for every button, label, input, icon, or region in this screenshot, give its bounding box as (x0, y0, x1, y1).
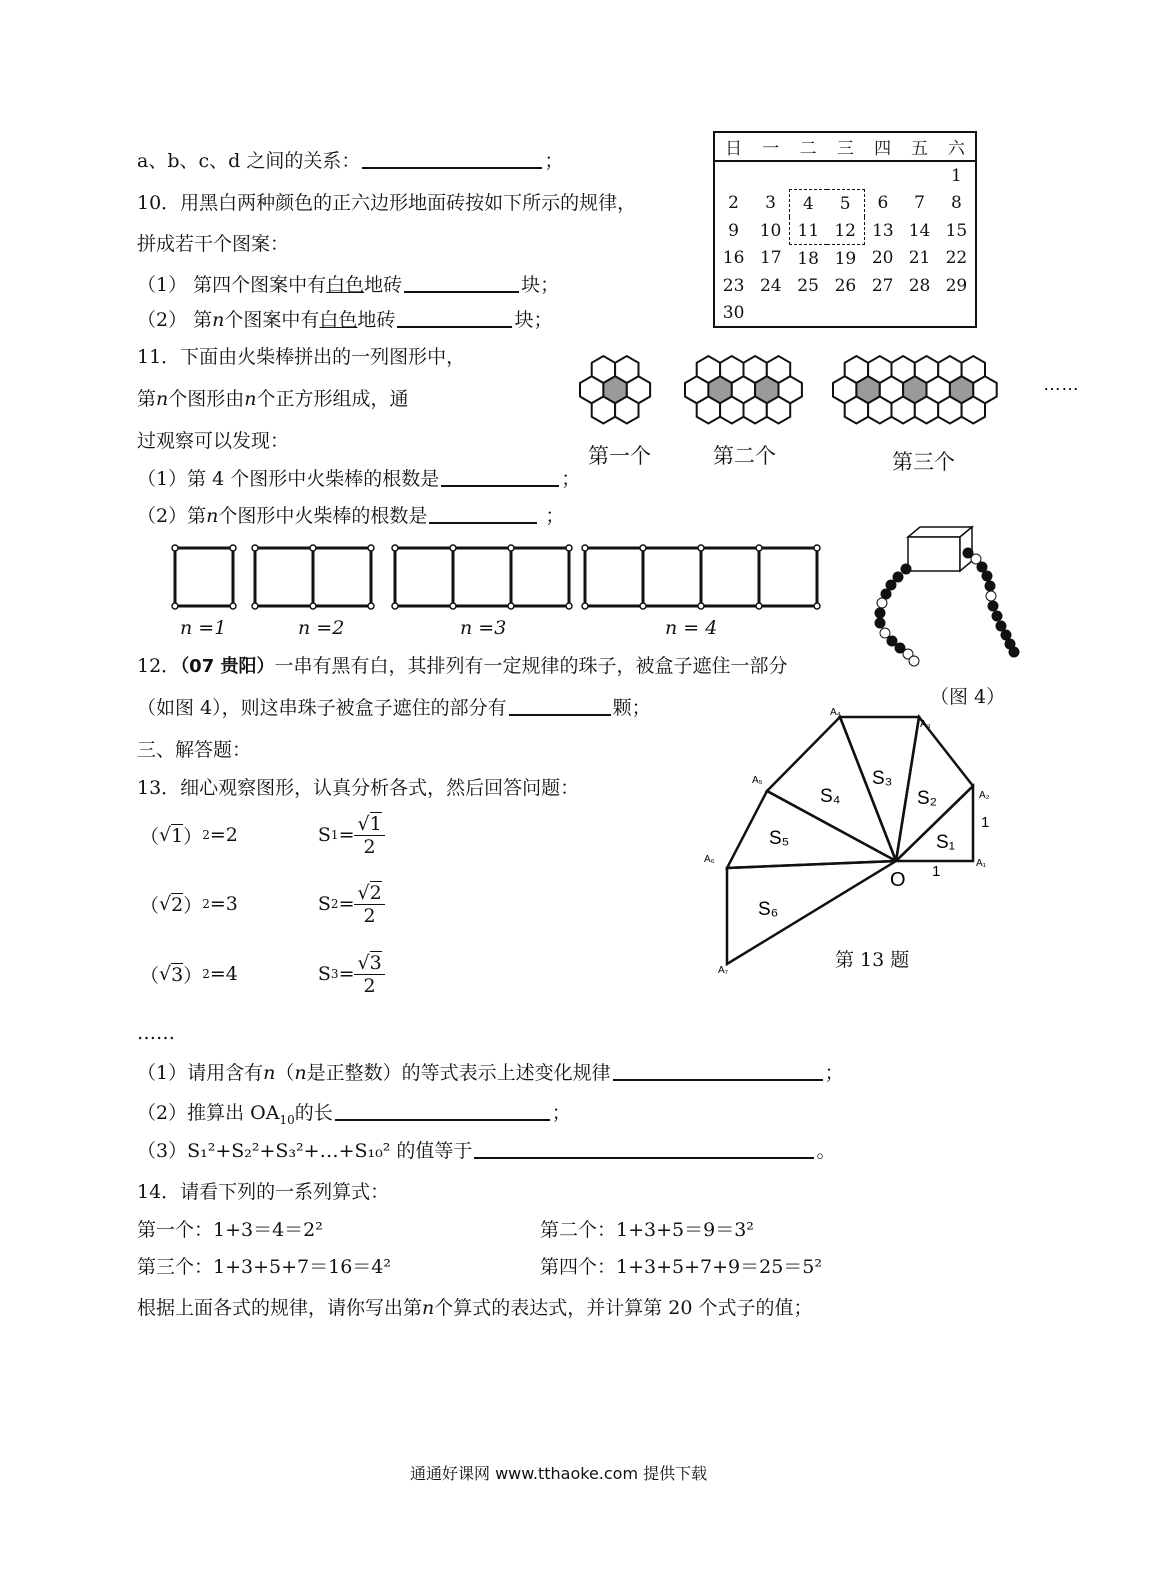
answer-blank[interactable] (397, 325, 512, 328)
white-tile (962, 397, 985, 424)
match-head (392, 603, 398, 609)
label-a1: A₁ (976, 858, 987, 869)
match-head (756, 603, 762, 609)
calendar-header-cell: 六 (938, 132, 976, 161)
white-tile (868, 397, 891, 424)
answer-blank[interactable] (362, 166, 542, 169)
match-label-2: n =2 (298, 617, 345, 639)
q10-part1: （1） 第四个图案中有白色地砖 块； (137, 274, 560, 296)
q13-eq2: （ √ 2 ） 2 =3 S 2 = $\frac{√2}{2}$ (140, 869, 385, 939)
black-bead (886, 580, 896, 590)
black-bead (887, 636, 897, 646)
calendar-row: 2 3 4 5 6 7 8 (714, 190, 976, 218)
label-a2: A₂ (979, 790, 990, 801)
match-label-1: n =1 (180, 617, 227, 639)
calendar-table (713, 131, 977, 328)
black-bead (982, 571, 992, 581)
calendar-row: 23 24 25 26 27 28 29 (722, 275, 968, 296)
q10-line1: 10．用黑白两种颜色的正六边形地面砖按如下所示的规律， (137, 192, 637, 214)
q13-line1: 13．细心观察图形，认真分析各式，然后回答问题： (137, 777, 580, 799)
black-bead (988, 601, 998, 611)
answer-blank[interactable] (509, 713, 611, 716)
q11-line3: 过观察可以发现： (137, 430, 290, 452)
label-a3: A₃ (920, 719, 931, 730)
q11-part2: （2）第n个图形中火柴棒的根数是 ； (137, 505, 565, 527)
match-head (450, 545, 456, 551)
q14-item-2: 第二个：1+3+5＝9＝3² (540, 1219, 754, 1241)
black-bead (875, 608, 885, 618)
fraction: $\frac{√1}{2}$ (354, 813, 384, 858)
q11-line2: 第n个图形由n个正方形组成，通 (137, 388, 409, 410)
square-root-spiral-figure (700, 707, 1000, 985)
q14-item-4: 第四个：1+3+5+7+9＝25＝5² (540, 1256, 823, 1278)
answer-blank[interactable] (404, 290, 519, 293)
match-head (172, 545, 178, 551)
label-s5: S₅ (769, 828, 790, 849)
match-head (566, 603, 572, 609)
q13-part3: （3）S₁²+S₂²+S₃²+…+S₁₀² 的值等于 。 (137, 1140, 836, 1162)
q14-line1: 14．请看下列的一系列算式： (137, 1181, 390, 1203)
q13-ellipsis: …… (137, 1022, 175, 1044)
answer-blank[interactable] (429, 521, 537, 524)
match-head (566, 545, 572, 551)
q10-part2: （2） 第n个图案中有白色地砖 块； (137, 309, 553, 331)
black-bead (901, 564, 911, 574)
label-s1: S₁ (936, 832, 956, 853)
answer-blank[interactable] (474, 1156, 814, 1159)
q9-text: a、b、c、d 之间的关系： (137, 150, 361, 172)
black-bead (985, 581, 995, 591)
match-head (450, 603, 456, 609)
match-label-3: n =3 (460, 617, 507, 639)
calendar-row: 9 10 11 12 13 14 15 (714, 217, 976, 245)
q10-line2: 拼成若干个图案： (137, 233, 290, 255)
hex-caption-3: 第三个 (892, 450, 955, 474)
white-tile (915, 397, 938, 424)
black-bead (881, 589, 891, 599)
match-head (582, 545, 588, 551)
fig13-caption: 第 13 题 (835, 949, 910, 971)
fig4-caption: （图 4） (930, 686, 1006, 708)
match-head (640, 545, 646, 551)
white-tile (845, 397, 868, 424)
match-head (698, 545, 704, 551)
q13-eq3: （ √ 3 ） 2 =4 S 3 = $\frac{√3}{2}$ (140, 939, 385, 1009)
label-s6: S₆ (758, 899, 779, 920)
white-bead (877, 598, 887, 608)
match-head (698, 603, 704, 609)
match-label-4: n = 4 (665, 617, 718, 639)
match-head (172, 603, 178, 609)
hex-caption-1: 第一个 (588, 444, 651, 468)
white-tile (744, 397, 767, 424)
match-head (368, 603, 374, 609)
footer-text: 通通好课网 www.tthaoke.com 提供下载 (410, 1464, 708, 1483)
match-head (508, 545, 514, 551)
q13-part1: （1）请用含有n（n是正整数）的等式表示上述变化规律 ； (137, 1062, 844, 1084)
beads-figure (860, 525, 1040, 675)
match-head (814, 603, 820, 609)
section-3-heading: 三、解答题： (137, 739, 252, 761)
label-s2: S₂ (917, 788, 938, 809)
match-head (814, 545, 820, 551)
match-head (756, 545, 762, 551)
black-bead (875, 618, 885, 628)
answer-blank[interactable] (335, 1118, 550, 1121)
calendar-header-row (714, 132, 976, 161)
label-s4: S₄ (820, 786, 841, 807)
q12-line1: 12．（07 贵阳）一串有黑有白，其排列有一定规律的珠子，被盒子遮住一部分 (137, 655, 788, 677)
label-a7: A₇ (718, 965, 729, 976)
white-tile (938, 397, 961, 424)
calendar-header-cell: 四 (864, 132, 901, 161)
q14-item-3: 第三个：1+3+5+7＝16＝4² (137, 1256, 391, 1278)
hex-ellipsis: …… (1043, 374, 1079, 394)
answer-blank[interactable] (613, 1078, 823, 1081)
white-tile (697, 397, 720, 424)
q13-part2: （2）推算出 $OA_{10}$的长 ； (137, 1102, 571, 1127)
match-head (582, 603, 588, 609)
q9-relation-line: a、b、c、d 之间的关系： ； (137, 150, 564, 172)
calendar-row: 1 (950, 165, 962, 186)
white-bead (986, 591, 996, 601)
match-head (230, 603, 236, 609)
q13-eq1: （ √ 1 ） 2 =2 S 1 = $\frac{√1}{2}$ (140, 800, 385, 870)
match-head (310, 545, 316, 551)
calendar-header-cell: 日 (714, 132, 752, 161)
matchstick-figures (170, 540, 820, 615)
label-a4: A₄ (830, 707, 841, 718)
black-bead (996, 621, 1006, 631)
label-one-vertical: 1 (981, 814, 990, 831)
fraction: $\frac{√3}{2}$ (354, 952, 384, 997)
box-icon (908, 527, 972, 571)
black-bead (992, 611, 1002, 621)
white-bead (909, 656, 919, 666)
match-head (230, 545, 236, 551)
label-a6: A₆ (704, 854, 715, 865)
match-head (252, 603, 258, 609)
match-head (368, 545, 374, 551)
white-tile (592, 397, 615, 424)
black-bead (1009, 647, 1019, 657)
match-head (252, 545, 258, 551)
calendar-header-cell: 五 (901, 132, 937, 161)
calendar-row: 30 (722, 302, 745, 323)
white-tile (892, 397, 915, 424)
label-o: O (890, 869, 906, 891)
match-head (392, 545, 398, 551)
hex-caption-2: 第二个 (713, 444, 776, 468)
fraction: $\frac{√2}{2}$ (354, 882, 384, 927)
label-a5: A₅ (752, 775, 763, 786)
q11-line1: 11．下面由火柴棒拼出的一列图形中， (137, 346, 466, 368)
black-bead (977, 562, 987, 572)
calendar-row: 16 17 18 19 20 21 22 (722, 248, 968, 269)
black-bead (893, 572, 903, 582)
white-tile (767, 397, 790, 424)
q12-line2: （如图 4），则这串珠子被盒子遮住的部分有 颗； (137, 697, 651, 719)
white-bead (880, 628, 890, 638)
white-tile (720, 397, 743, 424)
black-bead (1001, 630, 1011, 640)
label-s3: S₃ (872, 768, 893, 789)
q14-item-1: 第一个：1+3＝4＝2² (137, 1219, 323, 1241)
q11-part1: （1）第 4 个图形中火柴棒的根数是 ； (137, 468, 581, 490)
calendar-header-cell: 一 (752, 132, 789, 161)
match-head (508, 603, 514, 609)
match-head (310, 603, 316, 609)
match-head (640, 603, 646, 609)
label-one-horizontal: 1 (932, 863, 941, 880)
answer-blank[interactable] (441, 484, 559, 487)
q12-source-tag: （07 贵阳） (180, 656, 275, 677)
white-tile (615, 397, 638, 424)
calendar-header-cell: 二 (789, 132, 826, 161)
q14-last-line: 根据上面各式的规律，请你写出第n个算式的表达式，并计算第 20 个式子的值； (137, 1297, 813, 1319)
calendar-header-cell: 三 (827, 132, 864, 161)
